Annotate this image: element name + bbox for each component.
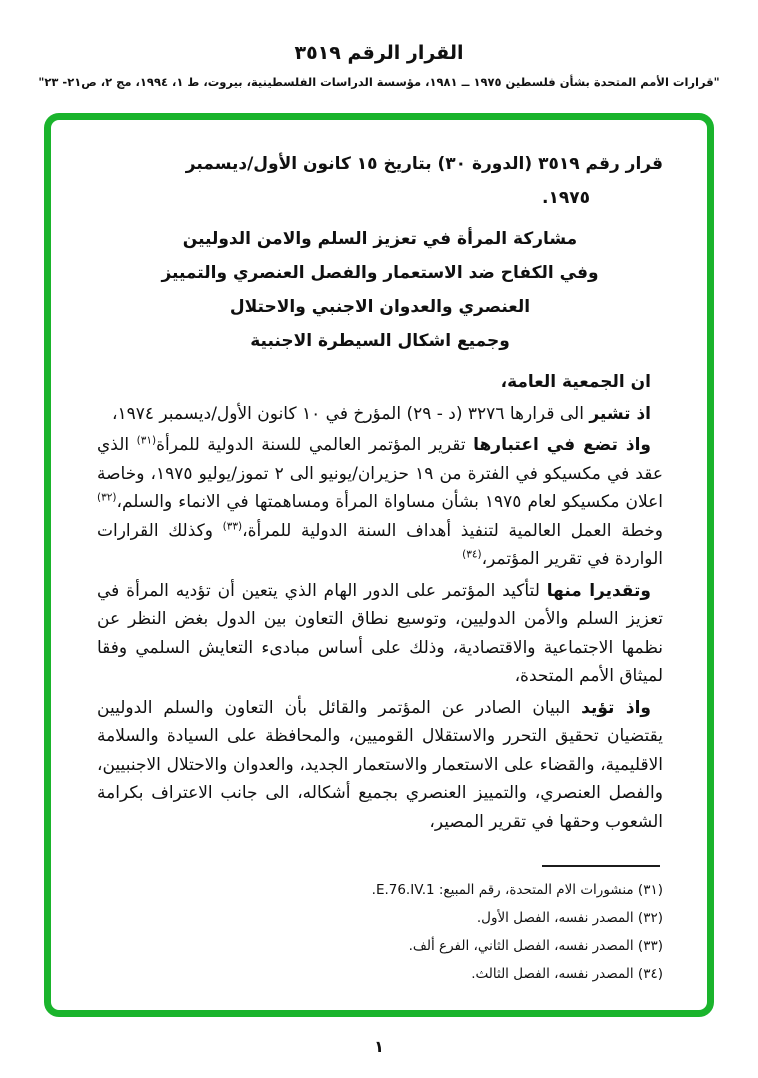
title-line-1: مشاركة المرأة في تعزيز السلم والامن الدوليين [182, 229, 578, 249]
paragraph-general-assembly: ان الجمعية العامة، [500, 372, 651, 392]
page-number: ١ [374, 1037, 384, 1056]
footnote-33: (٣٣) المصدر نفسه، الفصل الثاني، الفرع ألف. [408, 938, 663, 954]
footnote-31: (٣١) منشورات الام المتحدة، رقم المبيع: E.76.IV.1. [371, 882, 663, 898]
resolution-number-heading: القرار الرقم ٣٥١٩ [294, 42, 464, 64]
title-line-2: وفي الكفاح ضد الاستعمار والفصل العنصري والتمييز [161, 263, 599, 283]
resolution-frame [44, 113, 714, 1017]
resolution-intro [97, 147, 663, 215]
paragraph-endorsing: واذ تؤيد البيان الصادر عن المؤتمر والقائل بأن التعاون والسلم الدوليين يقتضيان تحقيق التحرر والاستقلال القوميين، والمحافظة على السيادة والسلامة الاقليمية، والقضاء على الاستعمار والاستعمار الجديد، والعدوان والاحتلال الاجنبيين، والفصل العنصري، والتمييز العنصري بجميع أشكاله، الى جانب الاعتراف بكرامة الشعوب وحقها في تقرير المصير، [97, 697, 663, 832]
paragraph-appreciating: وتقديرا منها لتأكيد المؤتمر على الدور الهام الذي يتعين أن تؤديه المرأة في تعزيز السلم والأمن الدوليين، وتوسيع نطاق التعاون بين الدول بغض النظر عن نظمها الاجتماعية والاقتصادية، وذلك على أساس مبادىء التعايش السلمي وفقا لميثاق الأمم المتحدة، [97, 580, 663, 686]
title-line-3: العنصري والعدوان الاجنبي والاحتلال [229, 297, 531, 317]
title-line-4: وجميع اشكال السيطرة الاجنبية [250, 331, 510, 351]
page-header [0, 42, 758, 89]
footnote-separator-rule [542, 865, 660, 867]
intro-line-2: ١٩٧٥. [542, 188, 590, 208]
footnote-32: (٣٢) المصدر نفسه، الفصل الأول. [476, 910, 663, 926]
paragraph-bearing-in-mind: واذ تضع في اعتبارها تقرير المؤتمر العالمي للسنة الدولية للمرأة$^{(٣١)}$ الذي عقد في مكسيكو في الفترة من ١٩ حزيران/يونيو الى ٢ تموز/يوليو ١٩٧٥، وخاصة اعلان مكسيكو لعام ١٩٧٥ بشأن مساواة المرأة ومساهمتها في الانماء والسلم،$^{(٣٢)}$ وخطة العمل العالمية لتنفيذ أهداف السنة الدولية للمرأة،$^{(٣٣)}$ وكذلك القرارات الواردة في تقرير المؤتمر،$^{(٣٤)}$ [97, 434, 663, 569]
paragraph-recalling: اذ تشير الى قرارها ٣٢٧٦ (د - ٢٩) المؤرخ في ١٠ كانون الأول/ديسمبر ١٩٧٤، [111, 403, 651, 424]
footnote-34: (٣٤) المصدر نفسه، الفصل الثالث. [471, 966, 663, 982]
resolution-body [97, 368, 663, 836]
resolution-title [97, 222, 663, 358]
intro-line-1: قرار رقم ٣٥١٩ (الدورة ٣٠) بتاريخ ١٥ كانون الأول/ديسمبر [185, 154, 663, 174]
footnotes-block [99, 865, 663, 988]
source-citation: "قرارات الأمم المتحدة بشأن فلسطين ١٩٧٥ ــ ١٩٨١، مؤسسة الدراسات الفلسطينية، بيروت، ط ١، ١٩٩٤، مج ٢، ص٢١- ٢٣" [38, 75, 720, 89]
